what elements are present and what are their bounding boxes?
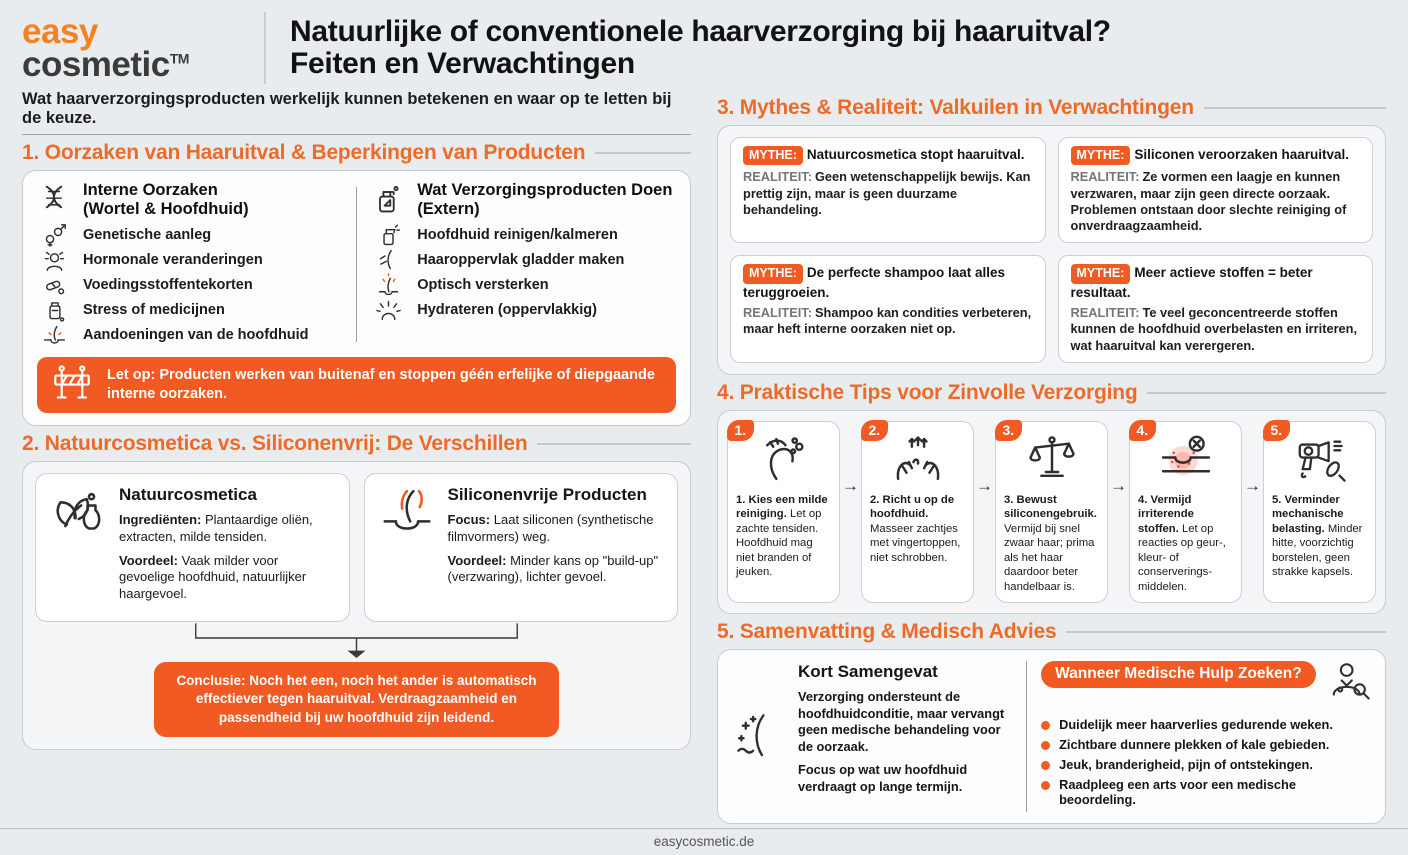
summary-block: Kort Samengevat Verzorging ondersteunt de hoofdhuidconditie, maar vervangt geen medische behandeling voor de oorzaak. Focus op wat uw hoofdhuid verdraagt op lange termijn. — [732, 661, 1012, 812]
title-rule — [537, 443, 691, 445]
title-rule — [595, 152, 691, 154]
brand-logo — [22, 11, 240, 84]
header-divider — [264, 12, 266, 84]
spray-bottle-icon — [371, 223, 405, 248]
smooth-hair-icon — [371, 248, 405, 273]
scalp-follicle-icon — [37, 323, 71, 348]
section-myths — [717, 96, 1386, 375]
internal-causes-heading: Interne Oorzaken (Wortel & Hoofdhuid) — [83, 181, 249, 218]
doctor-icon — [1326, 661, 1370, 710]
tip-number-badge: 4. — [1129, 420, 1157, 441]
myth-card: MYTHE: Natuurcosmetica stopt haaruitval. REALITEIT: Geen wetenschappelijk bewijs. Kan prettig zijn, maar is geen duurzame behandeling. — [730, 137, 1046, 243]
header — [22, 8, 1386, 90]
list-item: Genetische aanleg — [37, 223, 342, 248]
merge-arrow-connector — [35, 622, 678, 662]
product-effects-heading: Wat Verzorgingsproducten Doen (Extern) — [417, 181, 673, 218]
section-tips — [717, 381, 1386, 614]
shine-hair-icon — [371, 273, 405, 298]
irritant-ban-icon — [1138, 430, 1233, 488]
myth-badge: MYTHE: — [1071, 264, 1131, 283]
stress-person-icon — [37, 248, 71, 273]
section-causes-box — [22, 170, 691, 426]
product-effects-column — [371, 181, 676, 348]
brand-logo-cosmetic: cosmetic™ — [22, 45, 189, 84]
conclusion-box: Conclusie: Noch het een, noch het ander is automatisch effectiever tegen haaruitval. Verdraagzaamheid en passendheid bij uw hoofdhuid zijn leidend. — [154, 662, 559, 737]
page-title: Natuurlijke of conventionele haarverzorging bij haaruitval? Feiten en Verwachtingen — [290, 14, 1111, 80]
tip-number-badge: 3. — [995, 420, 1023, 441]
tip-number-badge: 1. — [727, 420, 755, 441]
footer-url: easycosmetic.de — [653, 833, 755, 849]
section-compare — [22, 432, 691, 750]
tip-number-badge: 5. — [1263, 420, 1291, 441]
myth-card: MYTHE: De perfecte shampoo laat alles teruggroeien. REALITEIT: Shampoo kan condities verbeteren, maar heft interne oorzaken niet op. — [730, 255, 1046, 363]
myth-badge: MYTHE: — [1071, 146, 1131, 165]
silicone-free-hair-icon — [378, 485, 436, 610]
content-columns — [22, 90, 1386, 824]
section-summary — [717, 620, 1386, 824]
footer — [0, 828, 1408, 855]
section-causes — [22, 141, 691, 426]
sparkle-follicle-icon — [732, 661, 786, 812]
list-item: Stress of medicijnen — [37, 298, 342, 323]
next-arrow: → — [1244, 475, 1261, 495]
column-divider — [1026, 661, 1028, 812]
tip-card: 4. 4. Vermijd irriterende stoffen. Let op reacties op geur-, kleur- of conserverings-middelen. — [1129, 421, 1242, 603]
next-arrow: → — [976, 475, 993, 495]
list-item: Hoofdhuid reinigen/kalmeren — [371, 223, 676, 248]
list-item: Voedingsstoffentekorten — [37, 273, 342, 298]
bullet-dot — [1041, 741, 1050, 750]
barrier-icon — [51, 364, 93, 406]
title-rule — [1147, 392, 1386, 394]
left-column — [22, 90, 691, 824]
tip-card: 2. 2. Richt u op de hoofdhuid. Masseer zachtjes met vingertoppen, niet schrobben. — [861, 421, 974, 603]
hydrate-icon — [371, 298, 405, 323]
gender-icon — [37, 223, 71, 248]
bullet-dot — [1041, 721, 1050, 730]
summary-heading: Kort Samengevat — [798, 661, 938, 681]
tip-number-badge: 2. — [861, 420, 889, 441]
bullet-dot — [1041, 781, 1050, 790]
leaf-bottle-icon — [49, 485, 107, 610]
warning-box: Let op: Producten werken van buitenaf en stoppen géén erfelijke of diepgaande interne oorzaken. — [37, 357, 676, 413]
bullet-item: Jeuk, branderigheid, pijn of ontstekingen. — [1041, 757, 1371, 772]
medical-bullet-list — [1041, 717, 1371, 807]
next-arrow: → — [1110, 475, 1127, 495]
section-summary-box — [717, 649, 1386, 824]
list-item: Hormonale veranderingen — [37, 248, 342, 273]
section-tips-box — [717, 410, 1386, 614]
card-heading: Natuurcosmetica — [119, 484, 257, 504]
internal-causes-column — [37, 181, 342, 348]
myth-card: MYTHE: Meer actieve stoffen = beter resultaat. REALITEIT: Te veel geconcentreerde stoffen kunnen de hoofdhuid overbelasten en irriteren, wat haaruitval kan verergeren. — [1058, 255, 1374, 363]
subtitle: Wat haarverzorgingsproducten werkelijk kunnen betekenen en waar op te letten bij de keuze. — [22, 90, 691, 135]
dna-icon — [37, 183, 71, 217]
column-divider — [356, 187, 358, 342]
section-myths-title: 3. Mythes & Realiteit: Valkuilen in Verwachtingen — [717, 96, 1386, 120]
card-heading: Siliconenvrije Producten — [447, 484, 647, 504]
list-item: Aandoeningen van de hoofdhuid — [37, 323, 342, 348]
bullet-dot — [1041, 761, 1050, 770]
section-tips-title: 4. Praktische Tips voor Zinvolle Verzorging — [717, 381, 1386, 405]
trademark-symbol: TM — [169, 50, 189, 67]
section-myths-box — [717, 125, 1386, 375]
medical-help-heading: Wanneer Medische Hulp Zoeken? — [1041, 661, 1316, 688]
scalp-massage-icon — [870, 430, 965, 488]
section-causes-title: 1. Oorzaken van Haaruitval & Beperkingen van Producten — [22, 141, 691, 165]
medicine-bottle-icon — [37, 298, 71, 323]
bullet-item: Duidelijk meer haarverlies gedurende weken. — [1041, 717, 1371, 732]
list-item: Haaroppervlak gladder maken — [371, 248, 676, 273]
next-arrow: → — [842, 475, 859, 495]
section-compare-title: 2. Natuurcosmetica vs. Siliconenvrij: De Verschillen — [22, 432, 691, 456]
tip-card: 1. 1. Kies een milde reiniging. Let op zachte tensiden. Hoofdhuid mag niet branden of jeuken. — [727, 421, 840, 603]
list-item: Hydrateren (oppervlakkig) — [371, 298, 676, 323]
title-rule — [1204, 107, 1386, 109]
natural-cosmetics-card: Natuurcosmetica Ingrediënten: Plantaardige oliën, extracten, milde tensiden. Voordeel: Vaak milder voor gevoelige hoofdhuid, natuurlijker haargevoel. — [35, 473, 350, 622]
capsule-icon — [37, 273, 71, 298]
balance-scale-icon — [1004, 430, 1099, 488]
medical-advice-block — [1041, 661, 1371, 812]
bullet-item: Zichtbare dunnere plekken of kale gebieden. — [1041, 737, 1371, 752]
brand-logo-easy: easy — [22, 11, 98, 51]
list-item: Optisch versterken — [371, 273, 676, 298]
myth-badge: MYTHE: — [743, 264, 803, 283]
tip-card: 3. 3. Bewust siliconengebruik. Vermijd bij snel zwaar haar; prima als het haar daardoor beter handelbaar is. — [995, 421, 1108, 603]
title-rule — [1066, 631, 1386, 633]
myth-badge: MYTHE: — [743, 146, 803, 165]
wash-hair-icon — [736, 430, 831, 488]
hairdryer-brush-icon — [1272, 430, 1367, 488]
bullet-item: Raadpleeg een arts voor een medische beoordeling. — [1041, 777, 1371, 807]
section-compare-box — [22, 461, 691, 750]
myth-card: MYTHE: Siliconen veroorzaken haaruitval. REALITEIT: Ze vormen een laagje en kunnen verzwaren, maar zijn geen directe oorzaak. Problemen ontstaan door slechte reiniging of onverdraagzaamheid. — [1058, 137, 1374, 243]
tip-card: 5. 5. Verminder mechanische belasting. Minder hitte, voorzichtig borstelen, geen strakke kapsels. — [1263, 421, 1376, 603]
right-column — [717, 90, 1386, 824]
silicone-free-card: Siliconenvrije Producten Focus: Laat siliconen (synthetische filmvormers) weg. Voordeel: Minder kans op "build-up" (verzwaring), lichter gevoel. — [364, 473, 679, 622]
section-summary-title: 5. Samenvatting & Medisch Advies — [717, 620, 1386, 644]
lotion-bottle-icon — [371, 183, 405, 217]
